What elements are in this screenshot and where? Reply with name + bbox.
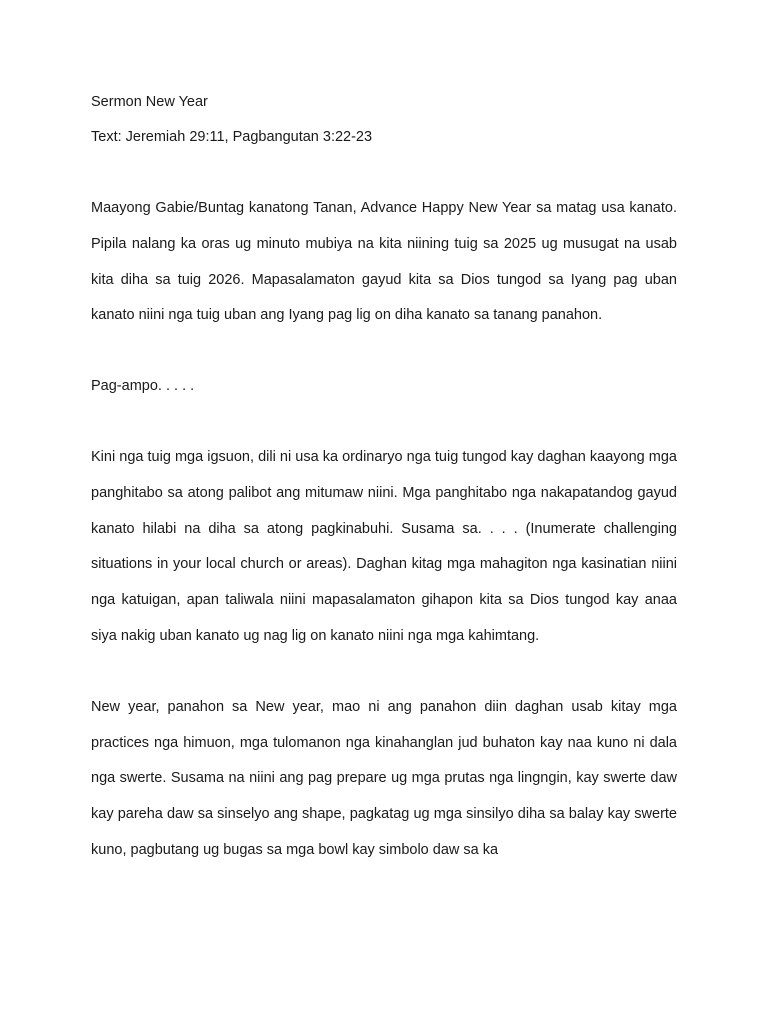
paragraph-this-year: Kini nga tuig mga igsuon, dili ni usa ka ordinaryo nga tuig tungod kay daghan kaayong mga panghitabo sa atong palibot ang mitumaw niini. Mga panghitabo nga nakapatandog gayud kanato hilabi na diha sa atong pagkinabuhi. Susama sa. . . . (Inumerate challenging situations in your local church or areas). Daghan kitag mga mahagiton nga kasinatian niini nga katuigan, apan taliwala niini mapasalamaton gihapon kita sa Dios tungod kay anaa siya nakig uban kanato ug nag lig on kanato niini nga mga kahimtang. [91, 448, 677, 644]
paragraph-new-year-practices: New year, panahon sa New year, mao ni ang panahon diin daghan usab kitay mga practices nga himuon, mga tulomanon nga kinahanglan jud buhaton kay naa kuno ni dala nga swerte. Susama na niini ang pag prepare ug mga prutas nga lingngin, kay swerte daw kay pareha daw sa sinselyo ang shape, pagkatag ug mga sinsilyo diha sa balay kay swerte kuno, pagbutang ug bugas sa mga bowl kay simbolo daw sa ka [91, 698, 677, 858]
document-body [91, 92, 677, 869]
paragraph-prayer: Pag-ampo. . . . . [91, 378, 195, 395]
scripture-reference: Text: Jeremiah 29:11, Pagbangutan 3:22-23 [91, 129, 373, 145]
paragraph-greeting: Maayong Gabie/Buntag kanatong Tanan, Advance Happy New Year sa matag usa kanato. Pipila nalang ka oras ug minuto mubiya na kita niining tuig sa 2025 ug musugat na usab kita diha sa tuig 2026. Mapasalamaton gayud kita sa Dios tungod sa Iyang pag uban kanato niini nga tuig uban ang Iyang pag lig on diha kanato sa tanang panahon. [91, 200, 677, 324]
sermon-title: Sermon New Year [91, 94, 208, 110]
